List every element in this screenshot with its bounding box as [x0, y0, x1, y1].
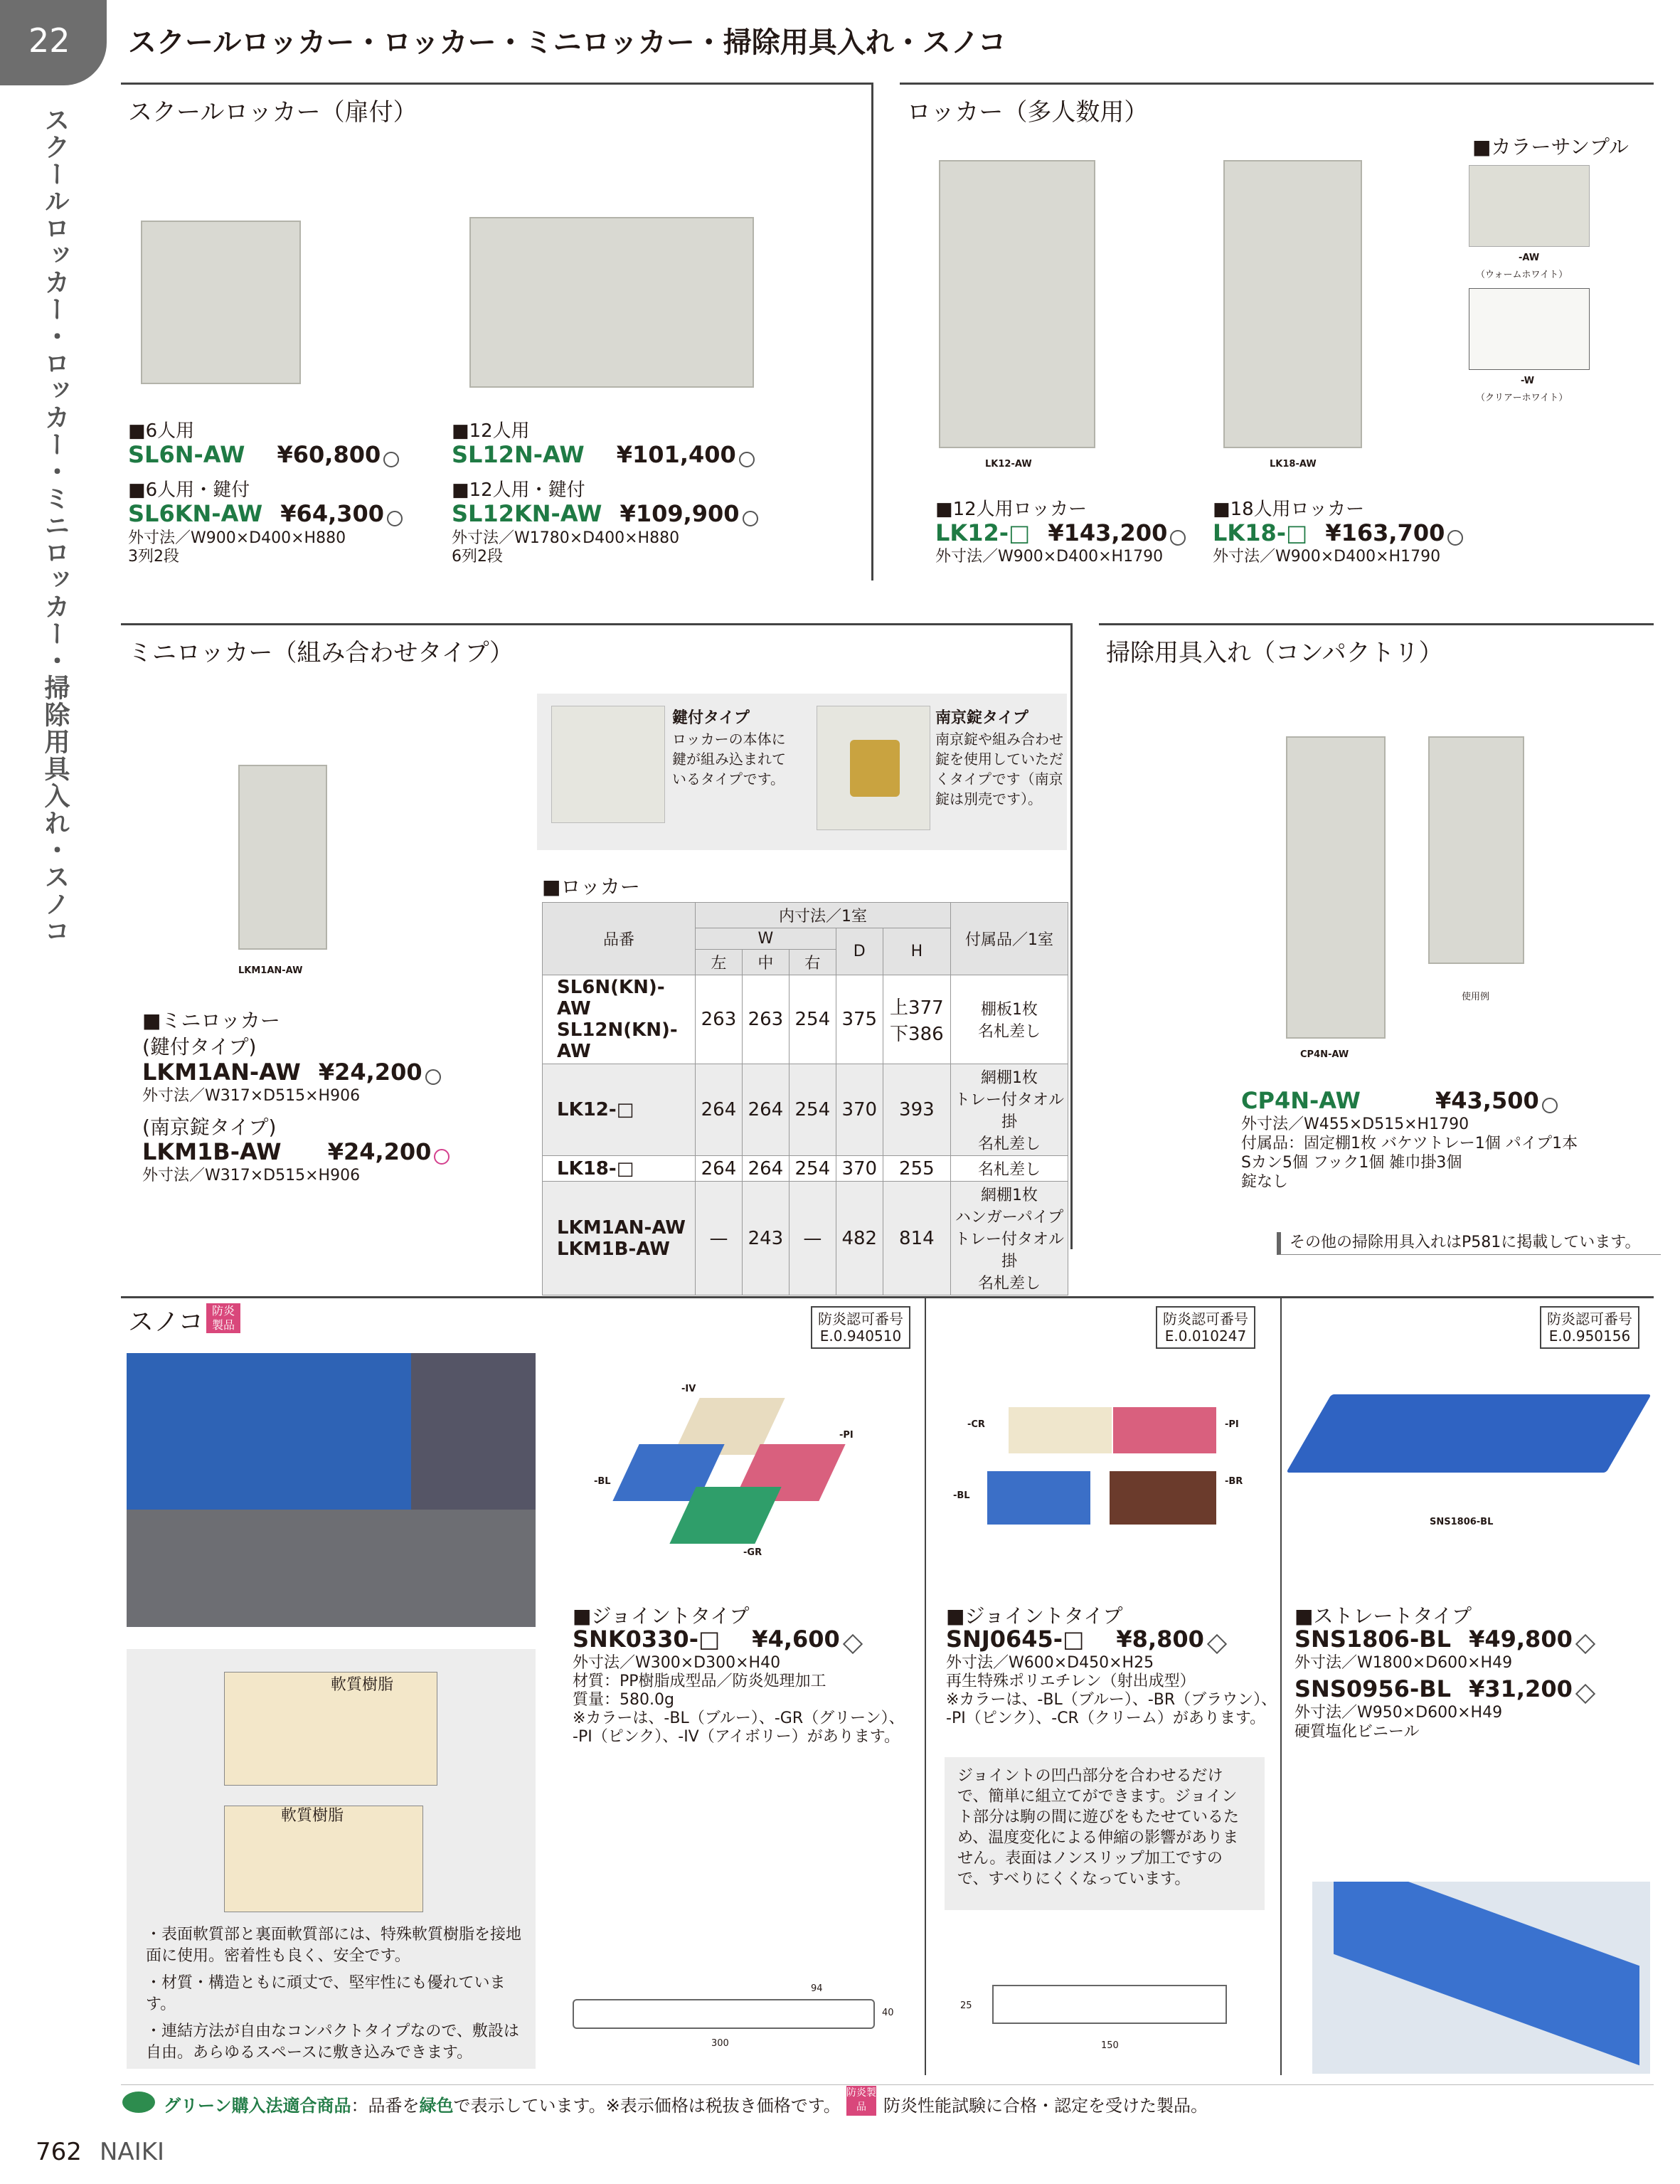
spec-row	[543, 1064, 1068, 1156]
lk12-caption: LK12-AW	[985, 459, 1032, 470]
color-swatch-aw	[1469, 165, 1590, 247]
mini-locker-sub2: (南京錠タイプ)	[142, 1115, 277, 1139]
p1-line-1: 外寸法／W300×D300×H40	[573, 1654, 781, 1672]
divider-mini	[121, 623, 1070, 625]
feature-list	[146, 1924, 530, 2064]
sunoko-photo	[127, 1353, 536, 1627]
diagram-label1: 軟質樹脂	[331, 1676, 394, 1694]
th-right: 右	[789, 950, 836, 975]
lkm1b-dim: 外寸法／W317×D515×H906	[142, 1167, 361, 1184]
divider-vertical-top	[871, 83, 873, 581]
cp4n-acc2: Sカン5個 フック1個 雑巾掛3個	[1241, 1154, 1462, 1172]
circle-mark-icon	[425, 1069, 441, 1085]
cp4n-acc1: 付属品：固定棚1枚 バケツトレー1個 パイプ1本	[1241, 1135, 1578, 1152]
spec-cell-l: 264	[696, 1156, 743, 1182]
locker-6-image	[141, 221, 301, 384]
p3-dim: 外寸法／W1800×D600×H49	[1294, 1654, 1513, 1672]
mini-locker-image	[238, 765, 327, 950]
p2-model-row	[946, 1626, 1224, 1653]
section-title-locker: ロッカー（多人数用）	[907, 98, 1149, 127]
p3-closeup-board	[1334, 1882, 1639, 2065]
cp4n-model-row	[1241, 1087, 1558, 1114]
spec-cell-h: 255	[883, 1156, 950, 1182]
diamond-mark-icon	[1575, 1633, 1595, 1653]
p3-model2-row	[1294, 1675, 1593, 1702]
locker-12-image	[469, 217, 754, 388]
page-number: 762	[36, 2138, 82, 2166]
divider-vertical-mid	[1070, 623, 1073, 1249]
footer-line	[121, 2084, 1654, 2085]
color-aw-code: -AW	[1519, 253, 1540, 263]
p3-dim2: 外寸法／W950×D600×H49	[1294, 1704, 1503, 1722]
th-left: 左	[696, 950, 743, 975]
sl6-rows: 3列2段	[128, 548, 179, 566]
p2-tile-brown	[1110, 1471, 1216, 1525]
spec-cell-l: 263	[696, 975, 743, 1064]
feature-3: ・連結方法が自由なコンパクトタイプなので、敷設は自由。あらゆるスペースに敷き込みできます。	[146, 2023, 519, 2062]
circle-mark-icon	[1447, 530, 1463, 546]
spec-cell-acc: 網棚1枚 トレー付タオル掛 名札差し	[951, 1064, 1068, 1156]
p2-color-pi: -PI	[1225, 1419, 1239, 1430]
circle-mark-icon	[739, 452, 755, 467]
spec-cell-r: 254	[789, 1064, 836, 1156]
sl12kn-label: ■12人用・鍵付	[452, 479, 585, 501]
p3-caption: SNS1806-BL	[1430, 1517, 1494, 1527]
key-lock-image	[551, 706, 665, 823]
feature-2: ・材質・構造ともに頑丈で、堅牢性にも優れています。	[146, 1974, 506, 2013]
cleaning-locker-image	[1286, 736, 1386, 1039]
spec-cell-h: 上377 下386	[883, 975, 950, 1064]
p2-tile-pink	[1113, 1407, 1216, 1453]
diamond-mark-icon	[1575, 1683, 1595, 1703]
spec-cell-m: 243	[742, 1182, 789, 1295]
cp4n-dim: 外寸法／W455×D515×H1790	[1241, 1115, 1469, 1133]
padlock-text: 南京錠や組み合わせ錠を使用していただくタイプです（南京錠は別売です）。	[935, 731, 1063, 807]
p1-line-5: -PI（ピンク）、-IV（アイボリー）があります。	[573, 1728, 900, 1746]
p3-material: 硬質塩化ビニール	[1294, 1723, 1420, 1741]
lkm1b-model-row	[142, 1138, 450, 1165]
sl12kn-model-row	[452, 500, 758, 527]
mini-locker-sub1: (鍵付タイプ)	[142, 1035, 257, 1059]
divider-vertical-sunoko-2	[1280, 1296, 1282, 2075]
circle-mark-icon	[1542, 1098, 1558, 1113]
p2-tile-blue	[987, 1471, 1090, 1525]
circle-mark-icon	[1170, 530, 1186, 546]
spec-cell-m: 264	[742, 1064, 789, 1156]
lk12-image	[939, 160, 1095, 448]
green-word: 緑色	[419, 2096, 454, 2116]
p2-color-bl: -BL	[953, 1490, 970, 1501]
section-title-cleaning: 掃除用具入れ（コンパクトリ）	[1106, 639, 1443, 667]
color-w-code: -W	[1521, 376, 1535, 386]
lk18-model: LK18-□	[1213, 519, 1308, 546]
section-title-mini-locker: ミニロッカー（組み合わせタイプ）	[128, 639, 514, 667]
th-model: 品番	[543, 903, 696, 975]
sl12-price: ¥101,400	[616, 441, 736, 468]
spec-cell-model: LK12-□	[543, 1064, 696, 1156]
sl6-model-row	[128, 441, 399, 468]
sunoko-title: スノコ	[128, 1308, 204, 1337]
sunoko-photo-floor	[127, 1510, 536, 1627]
spec-cell-acc: 名札差し	[951, 1156, 1068, 1182]
p2-specs	[946, 1654, 1277, 1728]
order-mark-icon	[434, 1149, 450, 1165]
sl12-label: ■12人用	[452, 420, 530, 442]
lk18-price: ¥163,700	[1325, 519, 1445, 546]
page-title: スクールロッカー・ロッカー・ミニロッカー・掃除用具入れ・スノコ	[128, 26, 1006, 59]
green-label: グリーン購入法適合商品	[164, 2096, 351, 2116]
lkm1an-model-row	[142, 1059, 441, 1086]
p1-dim-h: 40	[882, 2008, 894, 2018]
feature-1: ・表面軟質部と裏面軟質部には、特殊軟質樹脂を接地面に使用。密着性も良く、安全です。	[146, 1926, 522, 1965]
spec-cell-m: 263	[742, 975, 789, 1064]
divider-sunoko	[121, 1296, 1654, 1298]
page-tab-number: 22	[28, 21, 70, 60]
divider-locker	[900, 83, 1654, 85]
p2-cert-number: E.0.010247	[1164, 1327, 1247, 1345]
p3-model: SNS1806-BL	[1294, 1626, 1451, 1653]
p2-tile-cream	[1009, 1407, 1112, 1453]
padlock-title: 南京錠タイプ	[935, 709, 1028, 727]
p2-dim-w: 150	[1101, 2040, 1119, 2051]
p2-line-3: ※カラーは、-BL（ブルー）、-BR（ブラウン）、	[946, 1691, 1277, 1709]
sl12-dim: 外寸法／W1780×D400×H880	[452, 529, 680, 547]
spec-row	[543, 1182, 1068, 1295]
p3-closeup-image	[1312, 1882, 1650, 2074]
p2-type: ■ジョイントタイプ	[946, 1604, 1123, 1628]
spec-cell-r: —	[789, 1182, 836, 1295]
p1-dim-w: 300	[711, 2038, 729, 2049]
lkm1an-model: LKM1AN-AW	[142, 1059, 301, 1086]
lk12-model-row	[935, 519, 1186, 546]
spec-cell-d: 375	[836, 975, 883, 1064]
cleaning-caption: CP4N-AW	[1300, 1049, 1349, 1060]
circle-mark-icon	[387, 511, 403, 526]
th-inner: 内寸法／1室	[696, 903, 951, 928]
p2-line-4: -PI（ピンク）、-CR（クリーム）があります。	[946, 1709, 1266, 1727]
lk12-dim: 外寸法／W900×D400×H1790	[935, 548, 1164, 566]
p1-specs	[573, 1654, 905, 1746]
p3-type: ■ストレートタイプ	[1294, 1604, 1472, 1628]
lk18-label: ■18人用ロッカー	[1213, 499, 1365, 520]
p3-cert-number: E.0.950156	[1548, 1327, 1631, 1345]
sl6-price: ¥60,800	[277, 441, 381, 468]
lkm1b-model: LKM1B-AW	[142, 1138, 282, 1165]
p3-price2: ¥31,200	[1469, 1675, 1573, 1702]
p2-dim-h: 25	[960, 2000, 972, 2011]
key-type-text: ロッカーの本体に鍵が組み込まれているタイプです。	[672, 731, 786, 788]
p1-color-pi: -PI	[839, 1430, 854, 1441]
color-aw-name: （ウォームホワイト）	[1476, 270, 1568, 280]
diamond-mark-icon	[1207, 1633, 1227, 1653]
sl12-rows: 6列2段	[452, 548, 503, 566]
brand: NAIKI	[100, 2138, 165, 2166]
mini-locker-caption: LKM1AN-AW	[238, 965, 303, 976]
p2-cert-label: 防炎認可番号	[1163, 1310, 1248, 1327]
p3-cert-box	[1540, 1306, 1639, 1349]
spec-row	[543, 975, 1068, 1064]
lk12-label: ■12人用ロッカー	[935, 499, 1088, 520]
divider-vertical-sunoko-1	[925, 1296, 926, 2075]
cp4n-acc3: 錠なし	[1241, 1173, 1289, 1191]
mini-locker-label: ■ミニロッカー	[142, 1009, 280, 1032]
lk18-caption: LK18-AW	[1270, 459, 1317, 470]
spec-cell-acc: 棚板1枚 名札差し	[951, 975, 1068, 1064]
sl6kn-label: ■6人用・鍵付	[128, 479, 250, 501]
p1-cert-box	[811, 1306, 910, 1349]
p1-color-gr: -GR	[743, 1547, 762, 1558]
p2-color-br: -BR	[1225, 1476, 1243, 1487]
p1-color-bl: -BL	[594, 1476, 611, 1487]
sl12kn-price: ¥109,900	[620, 500, 740, 527]
color-swatch-w	[1469, 288, 1590, 370]
sl6kn-model-row	[128, 500, 403, 527]
p3-board-image	[1286, 1394, 1652, 1473]
sl6-label: ■6人用	[128, 420, 195, 442]
th-acc: 付属品／1室	[951, 903, 1068, 975]
spec-cell-r: 254	[789, 1156, 836, 1182]
sl12-model-row	[452, 441, 755, 468]
cp4n-model: CP4N-AW	[1241, 1087, 1361, 1114]
th-w: W	[696, 928, 836, 950]
p1-profile-drawing	[573, 1999, 875, 2029]
lkm1an-dim: 外寸法／W317×D515×H906	[142, 1087, 361, 1105]
sl12kn-model: SL12KN-AW	[452, 500, 602, 527]
green-mark-icon	[122, 2092, 155, 2113]
green-text: ：品番を	[351, 2096, 420, 2116]
spec-cell-r: 254	[789, 975, 836, 1064]
sunoko-badge: 防炎製品	[206, 1303, 240, 1333]
footer-legend	[164, 2092, 841, 2116]
p1-dim-a: 94	[811, 1983, 823, 1994]
cleaning-note	[1277, 1232, 1661, 1255]
p2-note-box	[945, 1757, 1265, 1910]
spec-cell-d: 370	[836, 1064, 883, 1156]
p1-model: SNK0330-□	[573, 1626, 721, 1653]
sunoko-photo-lockers	[127, 1353, 411, 1510]
circle-mark-icon	[383, 452, 399, 467]
p1-color-iv: -IV	[681, 1384, 696, 1394]
p1-line-2: 材質：PP樹脂成型品／防炎処理加工	[573, 1673, 826, 1690]
sl6-model: SL6N-AW	[128, 441, 245, 468]
padlock-icon	[850, 740, 900, 797]
sl6kn-model: SL6KN-AW	[128, 500, 263, 527]
p1-price: ¥4,600	[752, 1626, 840, 1653]
cleaning-example-image	[1428, 736, 1524, 964]
divider-cleaning	[1099, 623, 1654, 625]
spec-cell-acc: 網棚1枚 ハンガーパイプ トレー付タオル掛 名札差し	[951, 1182, 1068, 1295]
divider-school	[121, 83, 871, 85]
th-h: H	[883, 928, 950, 975]
sl6-dim: 外寸法／W900×D400×H880	[128, 529, 346, 547]
sl12-model: SL12N-AW	[452, 441, 585, 468]
spec-cell-l: 264	[696, 1064, 743, 1156]
p3-model-row	[1294, 1626, 1593, 1653]
footer-fire-text: 防炎性能試験に合格・認定を受けた製品。	[883, 2096, 1208, 2116]
spec-cell-model: LKM1AN-AW LKM1B-AW	[543, 1182, 696, 1295]
lk12-price: ¥143,200	[1048, 519, 1168, 546]
cleaning-note-text: その他の掃除用具入れはP581に掲載しています。	[1290, 1234, 1641, 1251]
lk12-model: LK12-□	[935, 519, 1031, 546]
green-text2: で表示しています。※表示価格は税抜き価格です。	[453, 2096, 841, 2116]
spec-cell-model: LK18-□	[543, 1156, 696, 1182]
p2-profile-drawing	[992, 1985, 1227, 2024]
p1-type: ■ジョイントタイプ	[573, 1604, 750, 1628]
footer-badge: 防炎製品	[846, 2086, 876, 2116]
p3-cert-label: 防炎認可番号	[1547, 1310, 1632, 1327]
spec-cell-m: 264	[742, 1156, 789, 1182]
p1-cert-label: 防炎認可番号	[818, 1310, 903, 1327]
vertical-side-title: スクールロッカー・ロッカー・ミニロッカー・掃除用具入れ・スノコ	[41, 107, 70, 945]
spec-cell-d: 370	[836, 1156, 883, 1182]
lk18-dim: 外寸法／W900×D400×H1790	[1213, 548, 1441, 566]
spec-cell-l: —	[696, 1182, 743, 1295]
spec-cell-d: 482	[836, 1182, 883, 1295]
p1-cert-number: E.0.940510	[819, 1327, 902, 1345]
p2-model: SNJ0645-□	[946, 1626, 1085, 1653]
diamond-mark-icon	[843, 1633, 863, 1653]
p2-cert-box	[1156, 1306, 1255, 1349]
spec-row	[543, 1156, 1068, 1182]
diagram-label2: 軟質樹脂	[281, 1807, 344, 1825]
p1-line-4: ※カラーは、-BL（ブルー）、-GR（グリーン）、	[573, 1709, 905, 1727]
th-d: D	[836, 928, 883, 975]
sl6kn-price: ¥64,300	[280, 500, 385, 527]
section-title-school-locker: スクールロッカー（扉付）	[128, 98, 418, 127]
th-mid: 中	[742, 950, 789, 975]
locker-spec-table	[542, 902, 1068, 1295]
p2-note-text: ジョイントの凹凸部分を合わせるだけで、簡単に組立てができます。ジョイント部分は駒の間に遊びをもたせているため、温度変化による伸縮の影響がありません。表面はノンスリップ加工ですので、すべりにくくなっています。	[957, 1767, 1240, 1888]
table-title: ■ロッカー	[542, 875, 640, 898]
p2-line-1: 外寸法／W600×D450×H25	[946, 1654, 1154, 1672]
lk18-image	[1223, 160, 1362, 448]
key-type-title: 鍵付タイプ	[672, 709, 750, 727]
spec-cell-model: SL6N(KN)-AW SL12N(KN)-AW	[543, 975, 696, 1064]
spec-cell-h: 814	[883, 1182, 950, 1295]
p3-price: ¥49,800	[1469, 1626, 1573, 1653]
color-w-name: （クリアーホワイト）	[1476, 393, 1568, 403]
p2-line-2: 再生特殊ポリエチレン（射出成型）	[946, 1673, 1196, 1690]
color-sample-title: ■カラーサンプル	[1472, 135, 1629, 159]
lkm1b-price: ¥24,200	[327, 1138, 432, 1165]
lkm1an-price: ¥24,200	[318, 1059, 422, 1086]
p1-model-row	[573, 1626, 860, 1653]
circle-mark-icon	[743, 511, 758, 526]
cleaning-example-caption: 使用例	[1462, 992, 1490, 1002]
p1-line-3: 質量：580.0g	[573, 1691, 674, 1709]
p2-price: ¥8,800	[1116, 1626, 1204, 1653]
lk18-model-row	[1213, 519, 1463, 546]
p2-color-cr: -CR	[967, 1419, 985, 1430]
cp4n-price: ¥43,500	[1435, 1087, 1539, 1114]
p3-model2: SNS0956-BL	[1294, 1675, 1451, 1702]
spec-cell-h: 393	[883, 1064, 950, 1156]
